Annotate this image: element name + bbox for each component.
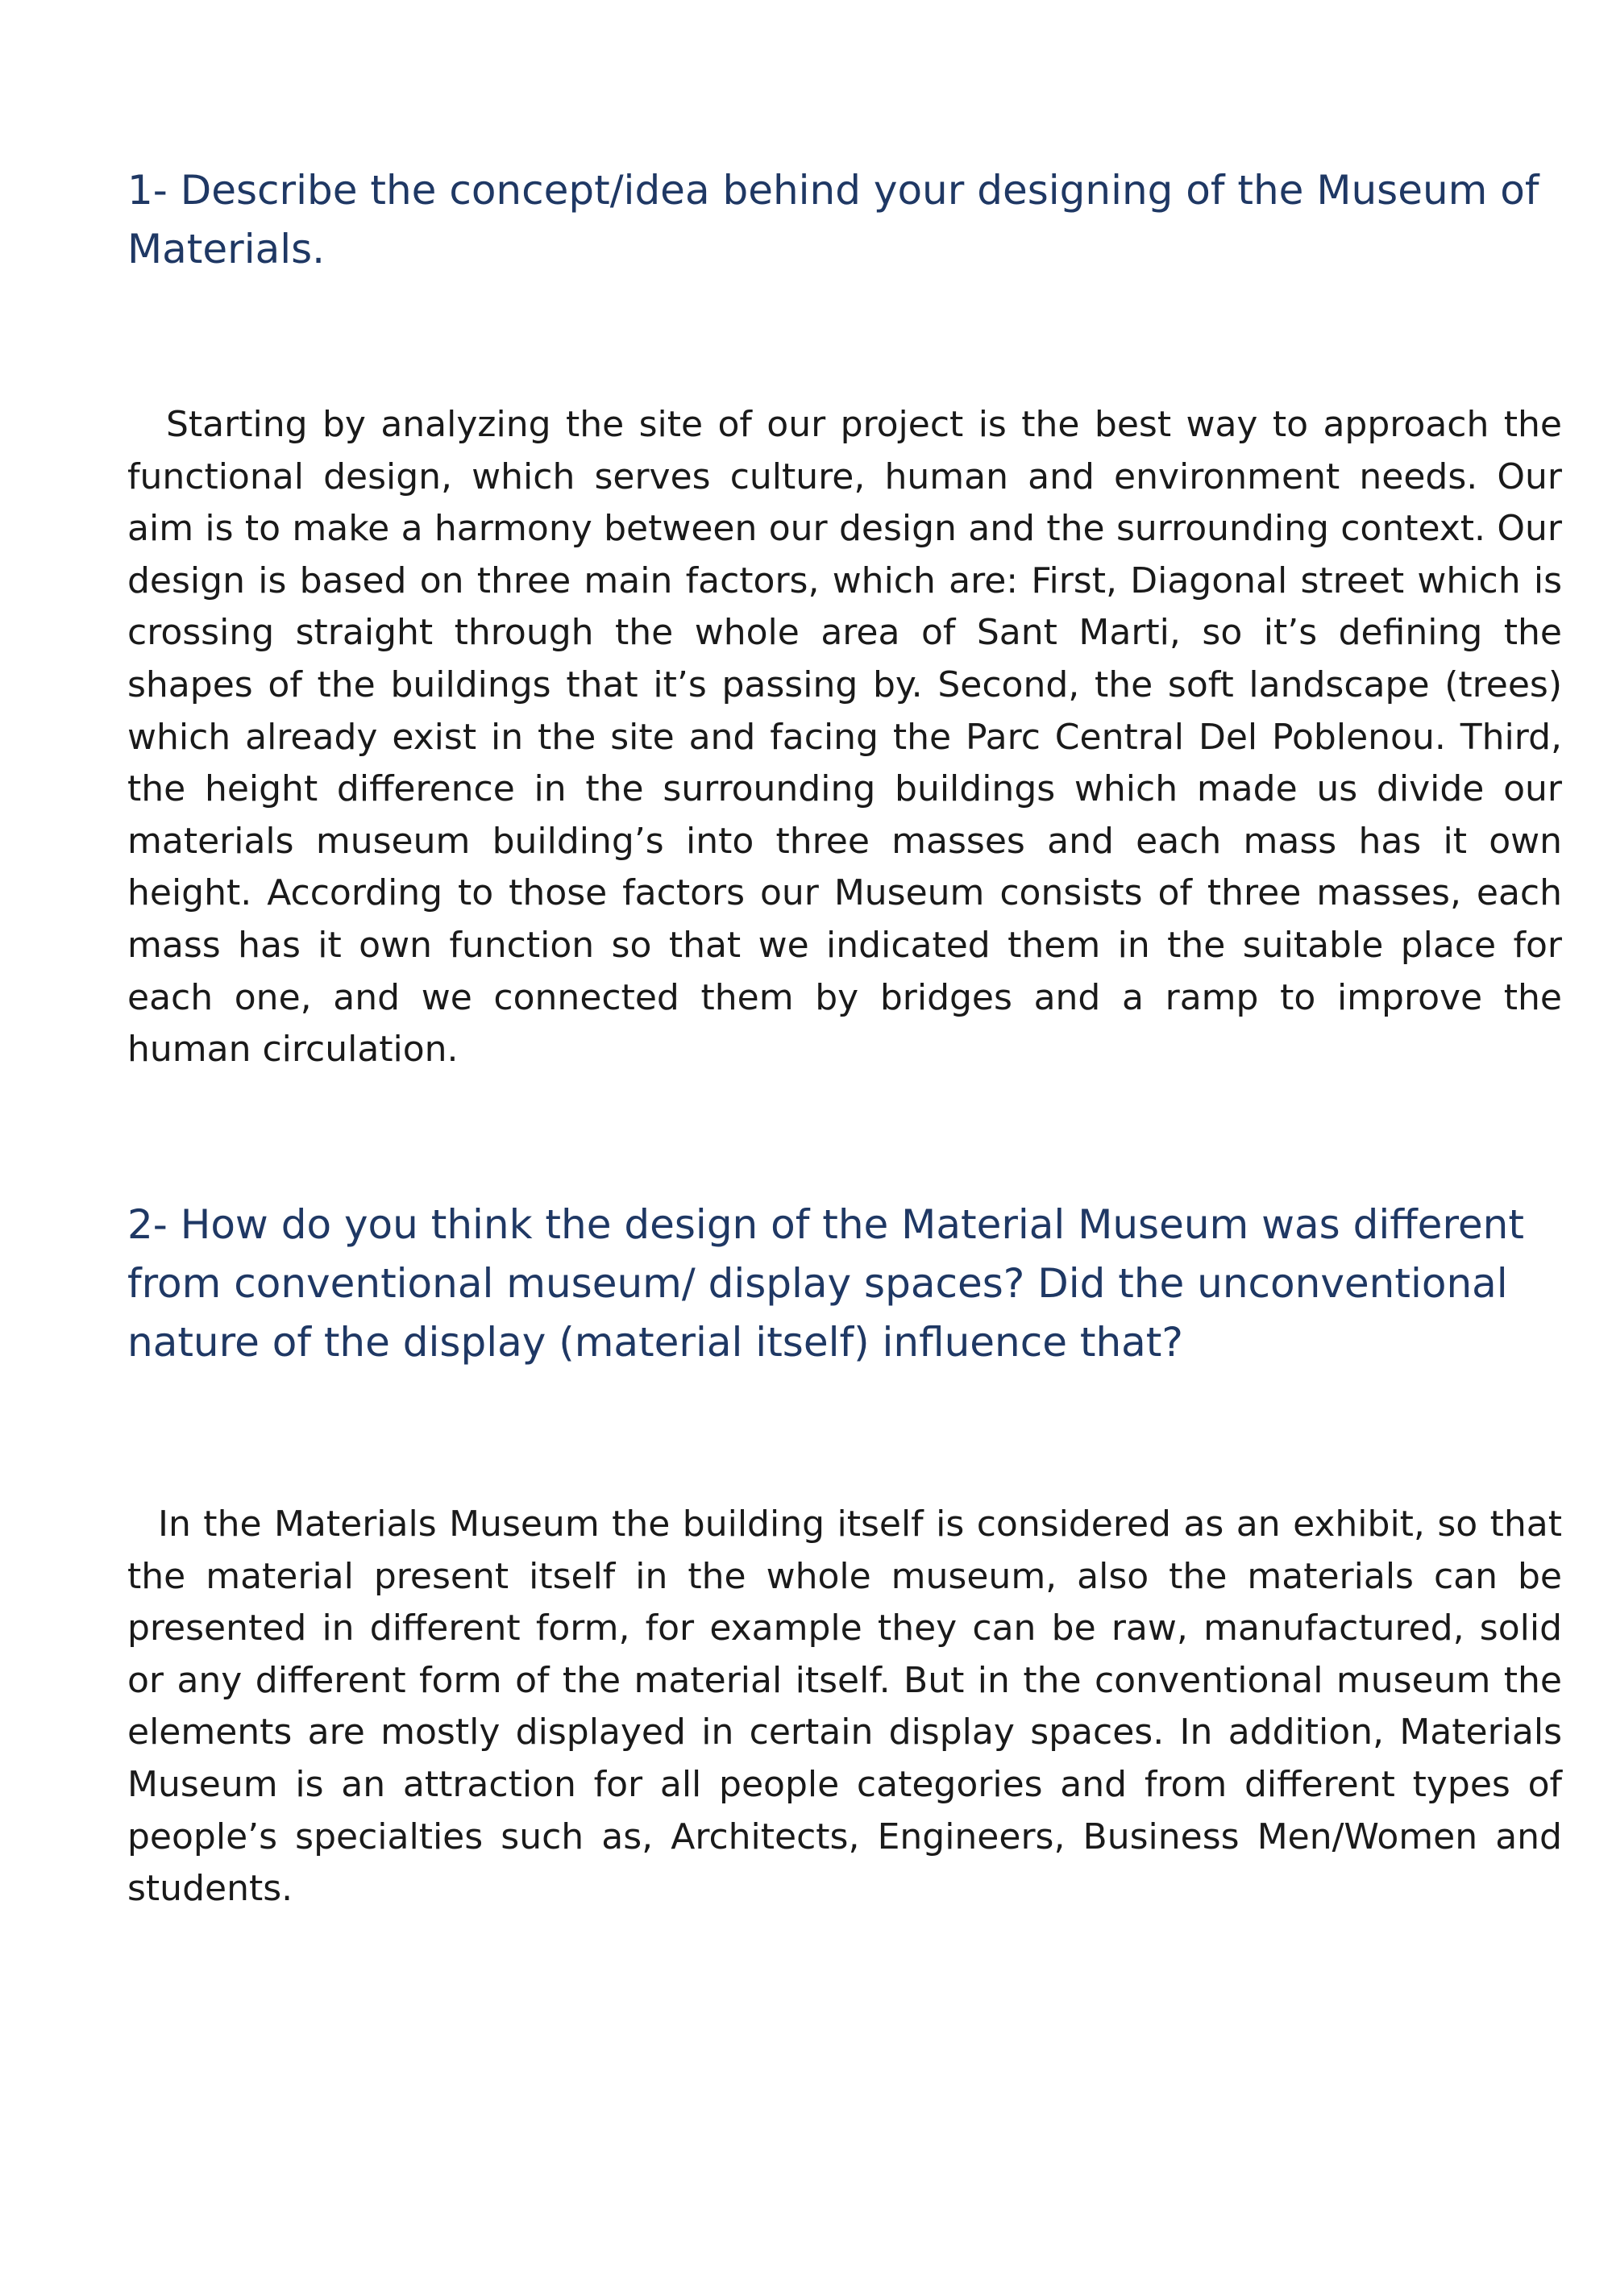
answer-2-paragraph: In the Materials Museum the building itself is considered as an exhibit, so that the material present itself in the whole museum, also the materials can be presented in different form, for example they can be raw, manufactured, solid or any different form of the material itself. But in the conventional museum the elements are mostly displayed in certain display spaces. In addition, Materials Museum is an attraction for all people categories and from different types of people’s specialties such as, Architects, Engineers, Business Men/Women and students. — [127, 1504, 1562, 1910]
answer-1-paragraph: Starting by analyzing the site of our project is the best way to approach the functional design, which serves culture, human and environment needs. Our aim is to make a harmony between our design and the surrounding context. Our design is based on three main factors, which are: First, Diagonal street which is crossing straight through the whole area of Sant Marti, so it’s defining the shapes of the buildings that it’s passing by. Second, the soft landscape (trees) which already exist in the site and facing the Parc Central Del Poblenou. Third, the height difference in the surrounding buildings which made us divide our materials museum building’s into three masses and each mass has it own height. According to those factors our Museum consists of three masses, each mass has it own function so that we indicated them in the suitable place for each one, and we connected them by bridges and a ramp to improve the human circulation. — [127, 404, 1562, 1071]
question-2-heading: 2- How do you think the design of the Material Museum was different from conventional museum/ display spaces? Did the unconventional nature of the display (material itself) influence that? — [127, 1201, 1524, 1366]
question-1-heading: 1- Describe the concept/idea behind your designing of the Museum of Materials. — [127, 167, 1539, 272]
